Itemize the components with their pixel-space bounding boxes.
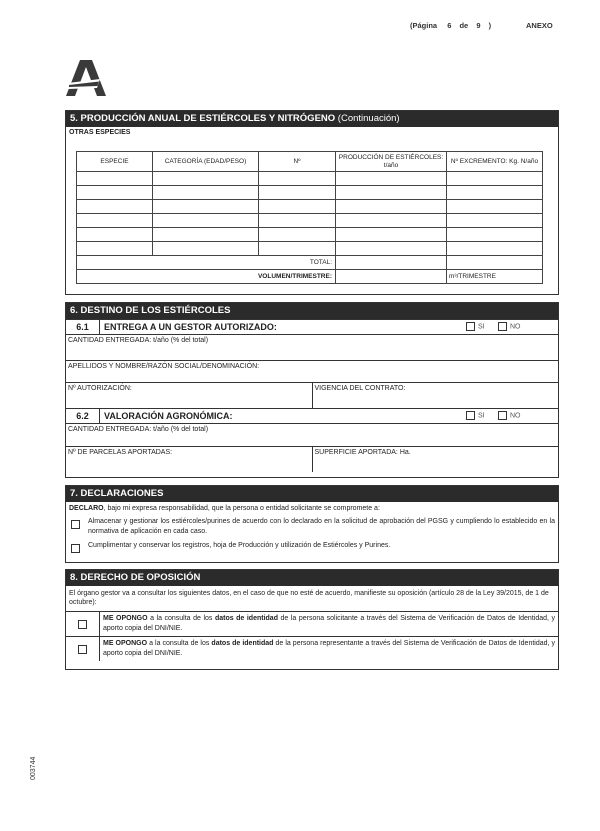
- table-row[interactable]: [77, 186, 543, 200]
- section-title: 8. DERECHO DE OPOSICIÓN: [66, 570, 558, 586]
- subsection-gestor: [66, 319, 558, 334]
- yes-checkbox[interactable]: [466, 322, 475, 331]
- subsection-title: VALORACIÓN AGRONÓMICA:: [104, 411, 233, 421]
- subsection-number: 6.2: [66, 409, 100, 423]
- table-row[interactable]: [77, 242, 543, 256]
- quantity-field[interactable]: [66, 423, 558, 446]
- field-label: SUPERFICIE APORTADA: Ha.: [314, 449, 411, 456]
- declaration-checkbox[interactable]: [71, 544, 80, 553]
- page-indicator: [410, 21, 553, 30]
- yes-label: SI: [478, 412, 485, 420]
- section-title: 5. PRODUCCIÓN ANUAL DE ESTIÉRCOLES Y NITRÓGENO (Continuación): [66, 111, 558, 127]
- area-field[interactable]: [312, 447, 559, 472]
- annex-label: ANEXO: [526, 21, 553, 30]
- no-checkbox[interactable]: [498, 411, 507, 420]
- declaration-item: Cumplimentar y conservar los registros, hoja de Producción y utilización de Estiércoles y Purines.: [66, 539, 558, 555]
- total-excrement-field[interactable]: [447, 256, 543, 270]
- declaration-text: DECLARO, bajo mi expresa responsabilidad, que la persona o entidad solicitante se compromete a:: [69, 505, 380, 512]
- col-number: Nº: [259, 152, 336, 172]
- subsection-agronomic: [66, 408, 558, 423]
- page-label: (Página: [410, 21, 438, 30]
- field-label: CANTIDAD ENTREGADA: t/año (% del total): [68, 337, 209, 344]
- field-label: VIGENCIA DEL CONTRATO:: [314, 385, 406, 392]
- page-total: 9: [476, 21, 481, 30]
- volume-unit: m³/TRIMESTRE: [447, 270, 543, 284]
- opposition-item: ME OPONGO a la consulta de los datos de identidad de la persona representante a través del Sistema de Verificación de Datos de Identidad, y aporto copia del DNI/NIE.: [66, 636, 558, 661]
- declaration-checkbox[interactable]: [71, 520, 80, 529]
- quantity-field[interactable]: [66, 334, 558, 360]
- no-checkbox[interactable]: [498, 322, 507, 331]
- table-row[interactable]: [77, 228, 543, 242]
- field-label: Nº DE PARCELAS APORTADAS:: [68, 449, 173, 456]
- page-close-paren: ): [488, 21, 492, 30]
- col-category: CATEGORÍA (EDAD/PESO): [153, 152, 259, 172]
- species-table: [76, 151, 543, 284]
- authorization-field[interactable]: [66, 383, 312, 408]
- yes-checkbox[interactable]: [466, 411, 475, 420]
- opposition-item: ME OPONGO a la consulta de los datos de identidad de la persona solicitante a través del Sistema de Verificación de Datos de Identidad, y aporto copia del DNI/NIE.: [66, 611, 558, 636]
- subsection-title: ENTREGA A UN GESTOR AUTORIZADO:: [104, 322, 277, 332]
- section-declarations: [65, 485, 559, 563]
- page-of: de: [459, 21, 469, 30]
- parcels-field[interactable]: [66, 447, 312, 472]
- opposition-checkbox[interactable]: [78, 620, 87, 629]
- table-row[interactable]: [77, 200, 543, 214]
- field-label: Nº AUTORIZACIÓN:: [68, 385, 132, 392]
- total-label: TOTAL:: [77, 256, 336, 270]
- no-label: NO: [510, 412, 521, 420]
- subsection-label: OTRAS ESPECIES: [69, 129, 131, 136]
- section-production: [65, 110, 559, 295]
- yes-label: SI: [478, 323, 485, 331]
- subsection-number: 6.1: [66, 320, 100, 334]
- no-label: NO: [510, 323, 521, 331]
- section-title: 6. DESTINO DE LOS ESTIÉRCOLES: [66, 303, 558, 319]
- col-excrement: Nº EXCREMENTO: Kg. N/año: [447, 152, 543, 172]
- volume-label: VOLUMEN/TRIMESTRE:: [77, 270, 336, 284]
- opposition-checkbox[interactable]: [78, 645, 87, 654]
- table-row[interactable]: [77, 172, 543, 186]
- volume-field[interactable]: [336, 270, 447, 284]
- total-row[interactable]: [77, 256, 543, 270]
- page-current: 6: [447, 21, 452, 30]
- volume-row[interactable]: [77, 270, 543, 284]
- section-title: 7. DECLARACIONES: [66, 486, 558, 502]
- opposition-intro: El órgano gestor va a consultar los siguientes datos, en el caso de que no esté de acuerdo, manifieste su oposición (artículo 28 de la Ley 39/2015, de 1 de octubre):: [69, 590, 549, 606]
- col-species: ESPECIE: [77, 152, 153, 172]
- field-label: CANTIDAD ENTREGADA: t/año (% del total): [68, 426, 209, 433]
- junta-logo-icon: [66, 58, 106, 96]
- col-production: PRODUCCIÓN DE ESTIÉRCOLES: t/año: [336, 152, 447, 172]
- name-field[interactable]: [66, 360, 558, 382]
- field-label: APELLIDOS Y NOMBRE/RAZÓN SOCIAL/DENOMINACIÓN:: [68, 363, 260, 370]
- declaration-item: Almacenar y gestionar los estiércoles/purines de acuerdo con lo declarado en la solicitud de aprobación del PGSG y cumpliendo lo establecido en la normativa de aplicación en cada caso.: [66, 515, 558, 539]
- section-opposition: [65, 569, 559, 670]
- section-destination: [65, 302, 559, 478]
- contract-field[interactable]: [312, 383, 559, 408]
- total-production-field[interactable]: [336, 256, 447, 270]
- table-row[interactable]: [77, 214, 543, 228]
- document-code: 003744: [30, 756, 37, 780]
